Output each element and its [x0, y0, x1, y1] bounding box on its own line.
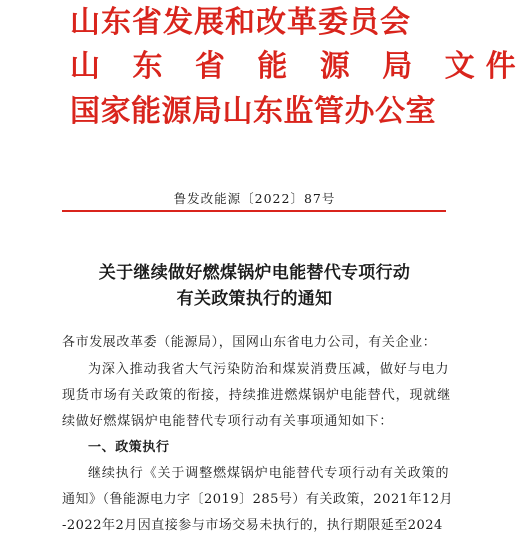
issuer-line-2-main: 山 东 省 能 源 局 文	[70, 49, 486, 84]
red-separator-line	[62, 210, 446, 212]
paragraph-1-line-1: 为深入推动我省大气污染防治和煤炭消费压减，做好与电力	[88, 362, 450, 377]
issuer-line-3: 国家能源局山东监管办公室	[70, 94, 436, 129]
paragraph-2-line-3: -2022年2月因直接参与市场交易未执行的，执行期限延至2024	[62, 518, 443, 533]
document-title-line-1: 关于继续做好燃煤锅炉电能替代专项行动	[98, 263, 411, 283]
document-number: 鲁发改能源〔2022〕87号	[173, 191, 336, 206]
paragraph-2-line-2: 通知》（鲁能源电力字〔2019〕285号）有关政策，2021年12月	[62, 492, 454, 507]
section-1-heading: 一、政策执行	[88, 440, 170, 455]
paragraph-2-line-1: 继续执行《关于调整燃煤锅炉电能替代专项行动有关政策的	[88, 466, 450, 481]
addressee-line: 各市发展改革委（能源局），国网山东省电力公司，有关企业：	[62, 335, 437, 350]
issuer-line-2-suffix: 件	[485, 49, 516, 84]
paragraph-1-line-2: 现货市场有关政策的衔接，持续推进燃煤锅炉电能替代，现就继	[62, 388, 452, 403]
issuer-line-1: 山东省发展和改革委员会	[70, 5, 411, 40]
issuer-line-2	[70, 49, 516, 84]
document-title-line-2: 有关政策执行的通知	[176, 289, 333, 309]
paragraph-1-line-3: 续做好燃煤锅炉电能替代专项行动有关事项通知如下：	[62, 414, 394, 429]
